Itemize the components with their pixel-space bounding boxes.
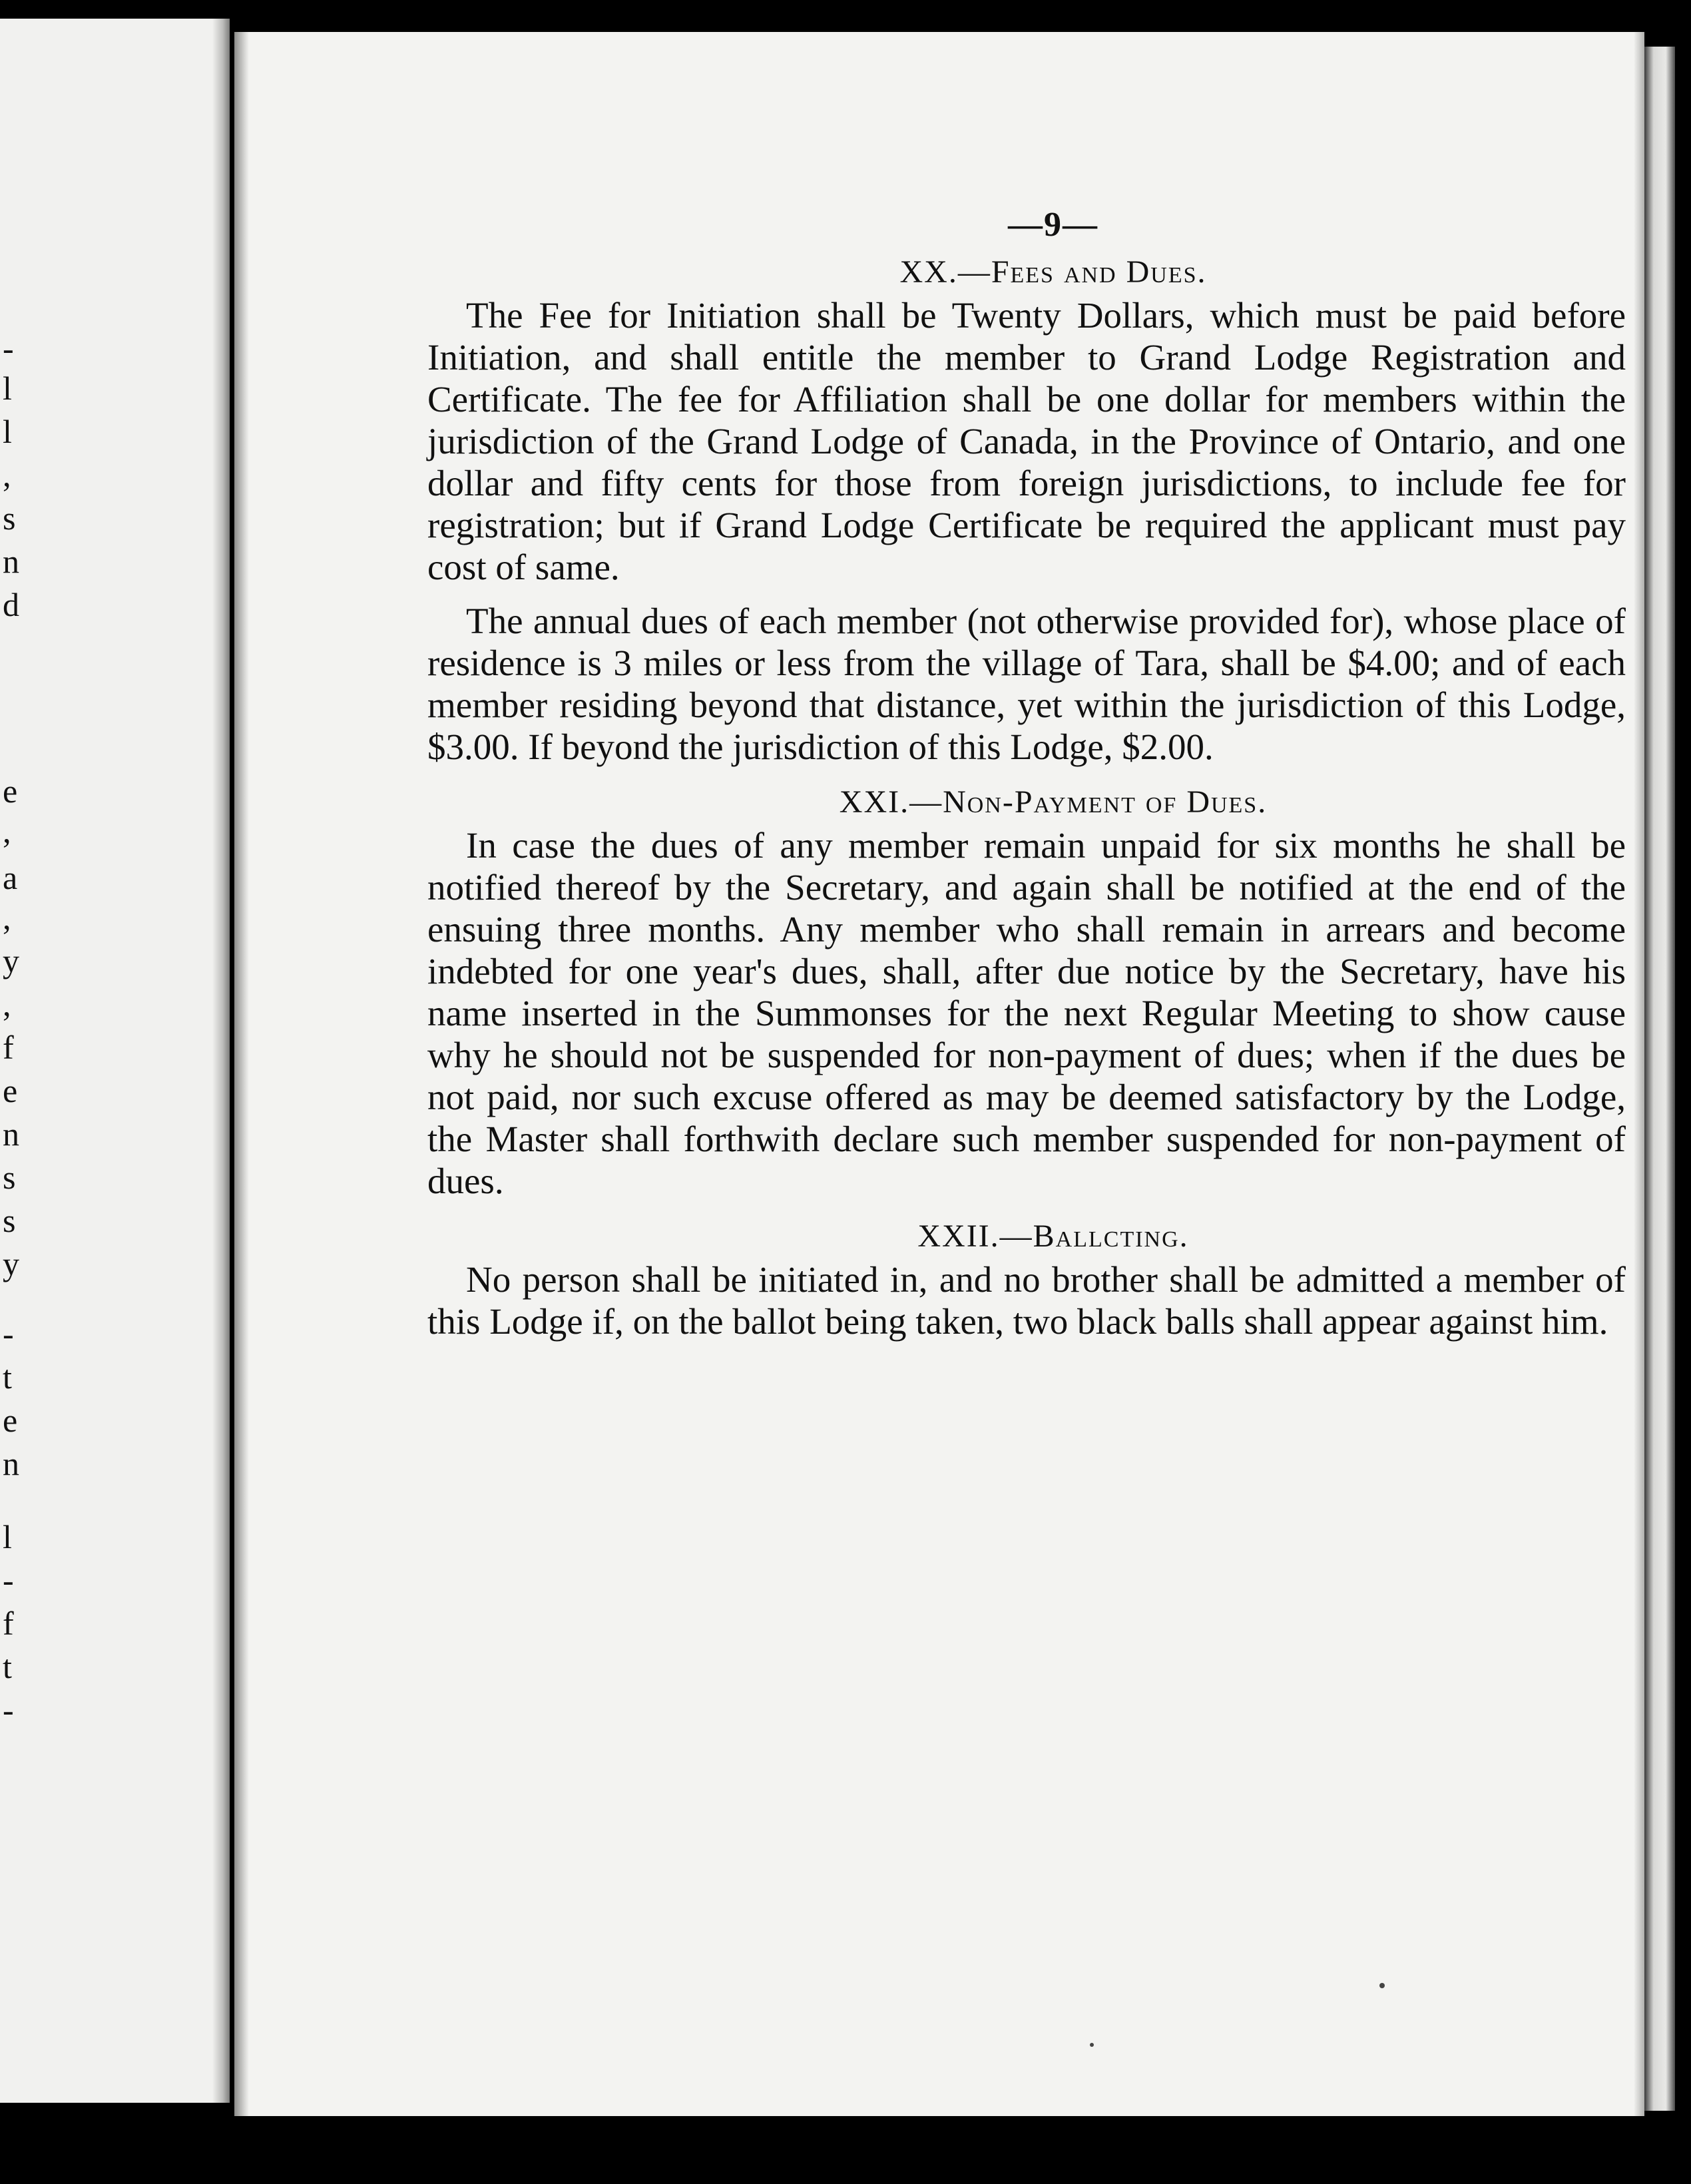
paragraph-annual-dues: The annual dues of each member (not otherwise provided for), whose place of residence is 3 miles or less from the village of Tara, shall be $4.00; and of each member residing beyond that distance, yet within the jurisdiction of this Lodge, $3.00. If beyond the jurisdiction of this Lodge, $2.00.	[427, 601, 1626, 767]
left-page-edge-text	[0, 19, 27, 2103]
paragraph-initiation-fee: The Fee for Initiation shall be Twenty Dollars, which must be paid before Initiation, and shall entitle the member to Grand Lodge Registration and Certificate. The fee for Affiliation shall be one dollar for members within the jurisdiction of the Grand Lodge of Canada, in the Province of Ontario, and one dollar and fifty cents for those from foreign jurisdictions, to include fee for registration; but if Grand Lodge Certificate be required the applicant must pay cost of same.	[427, 295, 1626, 587]
paper-speck	[1379, 1983, 1385, 1988]
left-page	[0, 19, 230, 2103]
edge-char: ,	[3, 456, 11, 493]
edge-char: -	[3, 330, 14, 367]
edge-char: n	[3, 1445, 19, 1482]
page-number: —9—	[1008, 206, 1098, 244]
edge-char: n	[3, 543, 19, 580]
edge-char: n	[3, 1115, 19, 1153]
page-edge-shadow	[1634, 32, 1644, 2116]
section-heading-non-payment: XXI.—Non-Payment of Dues.	[839, 784, 1268, 820]
edge-char: e	[3, 1402, 18, 1439]
edge-char: -	[3, 1315, 14, 1352]
edge-char: t	[3, 1358, 12, 1396]
edge-char: -	[3, 1561, 14, 1599]
paragraph-non-payment: In case the dues of any member remain unpaid for six months he shall be notified thereof by the Secretary, and again shall be notified at the end of the ensuing three months. Any member who shall remain in arrears and become indebted for one year's dues, shall, after due notice by the Secretary, have his name inserted in the Summonses for the next Regular Meeting to show cause why he should not be suspended for non-payment of dues; when if the dues be not paid, nor such excuse offered as may be deemed satisfactory by the Lodge, the Master shall forthwith declare such member suspended for non-payment of dues.	[427, 825, 1626, 1201]
page-text	[427, 205, 1626, 1354]
edge-char: e	[3, 1072, 18, 1109]
edge-char: l	[3, 413, 12, 450]
edge-char: ,	[3, 985, 11, 1023]
edge-char: a	[3, 859, 18, 896]
gutter-shadow	[212, 19, 230, 2103]
section-heading-balloting: XXII.—Ballcting.	[917, 1219, 1189, 1254]
book-edge-strip	[1644, 47, 1675, 2111]
edge-char: y	[3, 942, 19, 979]
paper-speck	[1090, 2043, 1094, 2047]
section-heading-fees-and-dues: XX.—Fees and Dues.	[899, 254, 1207, 290]
edge-char: s	[3, 1159, 16, 1196]
edge-char: l	[3, 1518, 12, 1555]
right-page	[234, 32, 1644, 2116]
edge-char: e	[3, 772, 18, 810]
edge-char: -	[3, 1691, 14, 1729]
edge-char: f	[3, 1605, 14, 1642]
edge-char: y	[3, 1245, 19, 1282]
paragraph-balloting: No person shall be initiated in, and no brother shall be admitted a member of this Lodge if, on the ballot being taken, two black balls shall appear against him.	[427, 1259, 1626, 1342]
edge-char: f	[3, 1029, 14, 1066]
edge-char: ,	[3, 899, 11, 936]
edge-char: ,	[3, 812, 11, 850]
edge-char: s	[3, 499, 16, 537]
edge-char: d	[3, 586, 19, 623]
edge-char: l	[3, 370, 12, 407]
edge-char: t	[3, 1648, 12, 1685]
edge-char: s	[3, 1202, 16, 1239]
page-binding-shadow	[234, 32, 249, 2116]
